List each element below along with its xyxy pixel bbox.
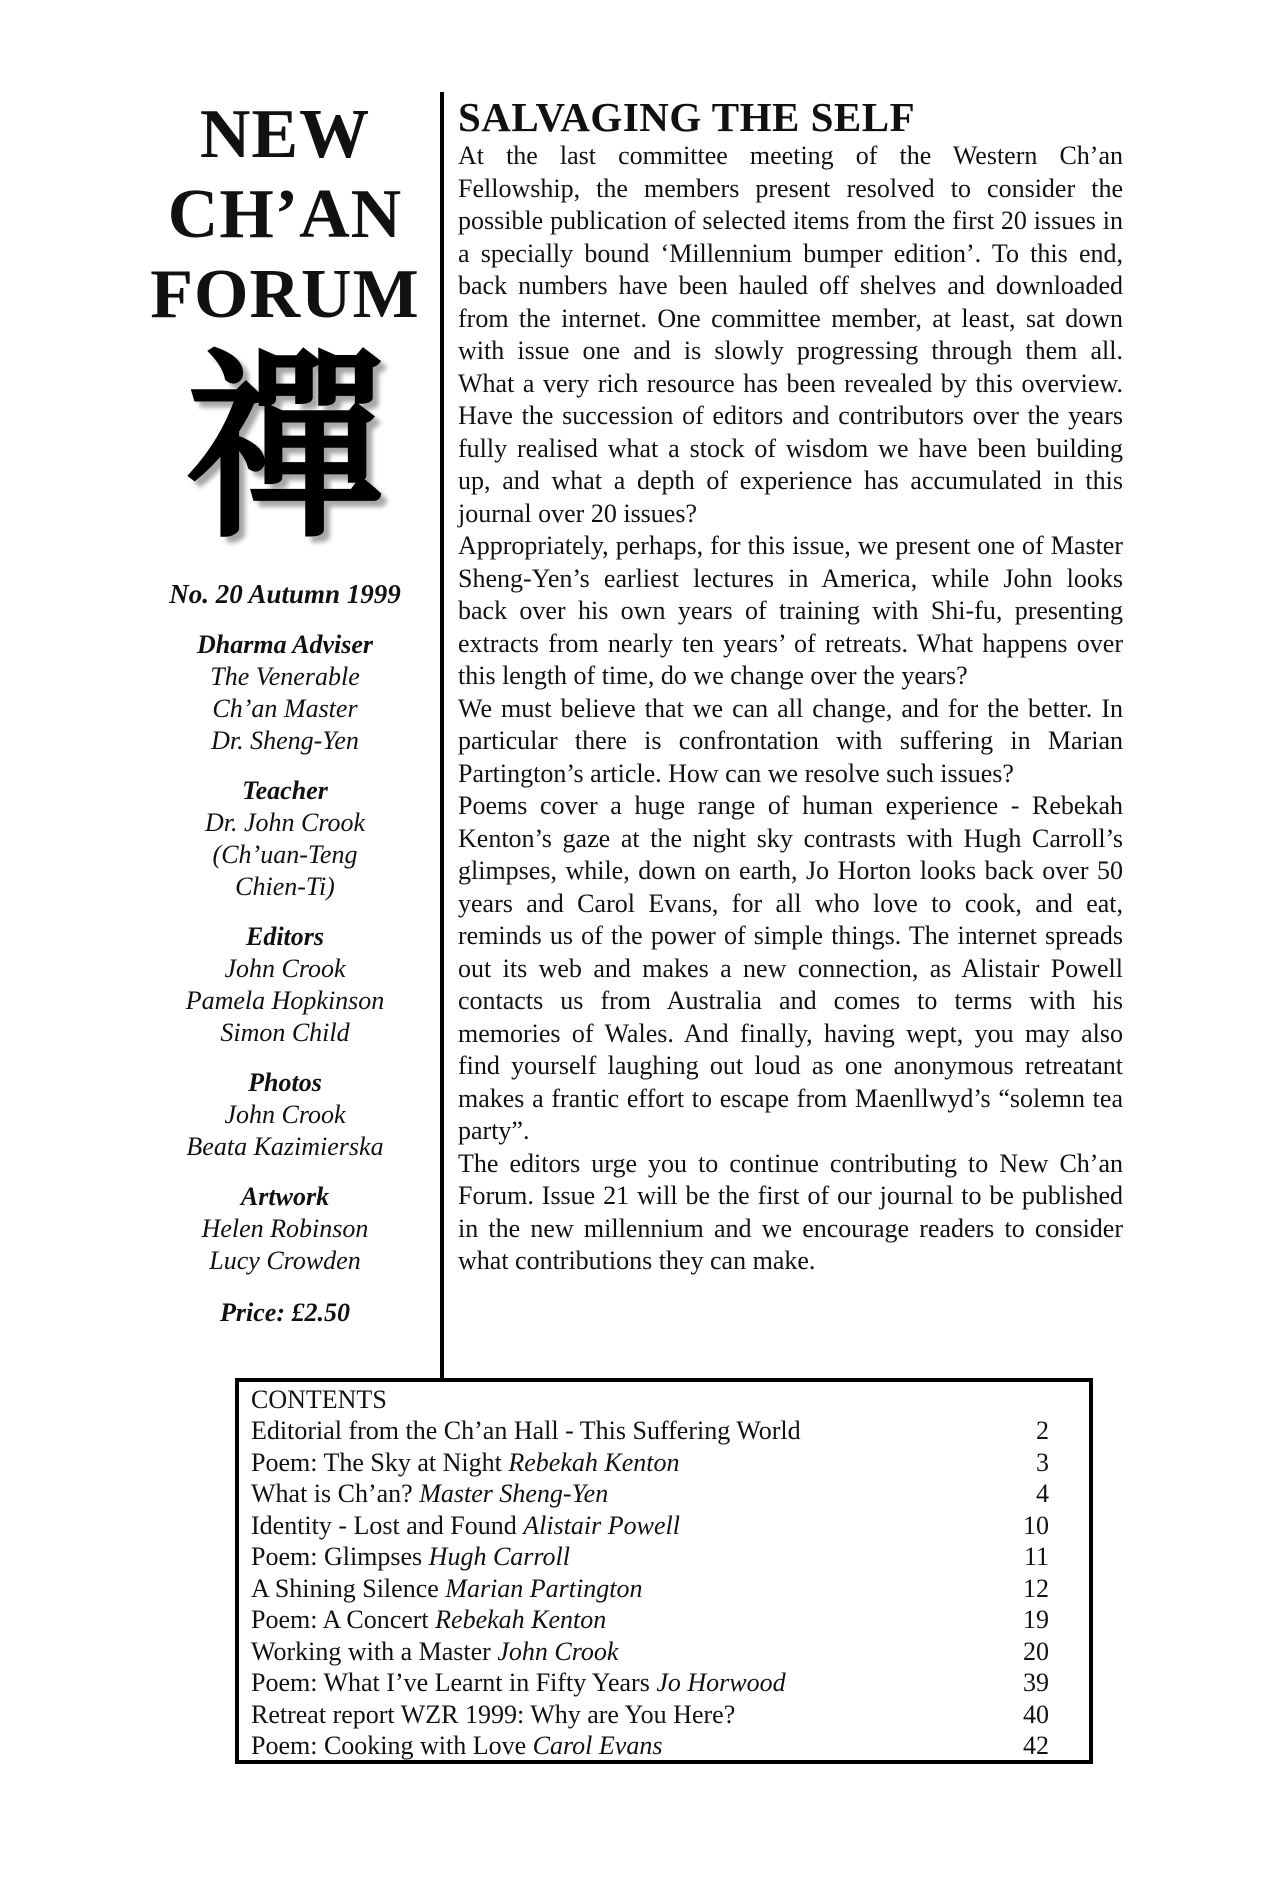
toc-title-group <box>251 1604 606 1636</box>
toc-title-group <box>251 1541 570 1573</box>
credit-name: Dr. Sheng-Yen <box>211 726 359 755</box>
toc-author: Carol Evans <box>532 1731 663 1760</box>
toc-title-group <box>251 1478 608 1510</box>
credit-name: Dr. John Crook <box>204 808 366 837</box>
toc-author: Rebekah Kenton <box>435 1605 607 1634</box>
toc-title: A Shining Silence <box>251 1573 446 1603</box>
toc-title: Poem: The Sky at Night <box>251 1447 509 1477</box>
credit-role: Teacher <box>242 776 328 805</box>
credit-name: John Crook <box>224 1100 346 1129</box>
toc-title-group <box>251 1667 786 1699</box>
contents-heading: CONTENTS <box>251 1385 387 1414</box>
toc-entry <box>251 1510 1049 1542</box>
masthead <box>140 95 430 1329</box>
toc-page-number: 10 <box>1023 1510 1049 1540</box>
toc-author: Rebekah Kenton <box>508 1447 680 1477</box>
credit-dharma-adviser <box>140 629 430 757</box>
toc-entry <box>251 1478 1049 1510</box>
credit-photos <box>140 1067 430 1163</box>
toc-title: Poem: What I’ve Learnt in Fifty Years <box>251 1668 657 1697</box>
toc-title-group <box>251 1730 662 1762</box>
toc-title-group <box>251 1636 618 1668</box>
credit-role: Photos <box>248 1068 322 1097</box>
toc-title: Poem: Cooking with Love <box>251 1731 533 1760</box>
column-divider <box>440 92 444 1382</box>
issue-label: No. 20 Autumn 1999 <box>169 579 401 609</box>
editorial-paragraph: The editors urge you to continue contributing to New Ch’an Forum. Issue 21 will be the first of our journal to be published in the new millennium and we encourage readers to consider what contributions they can make. <box>458 1148 1123 1275</box>
contents-box <box>235 1378 1093 1764</box>
toc-page-number: 4 <box>1036 1479 1049 1508</box>
toc-title-group <box>251 1447 679 1479</box>
toc-title: Identity - Lost and Found <box>251 1510 524 1540</box>
toc-entry <box>251 1415 1049 1447</box>
toc-title-group <box>251 1573 642 1605</box>
toc-author: John Crook <box>497 1636 619 1666</box>
toc-title: Retreat report WZR 1999: Why are You Here? <box>251 1699 736 1729</box>
toc-entry <box>251 1730 1049 1762</box>
toc-title: Poem: Glimpses <box>251 1542 429 1571</box>
editorial-paragraph: Appropriately, perhaps, for this issue, we present one of Master Sheng-Yen’s earliest lectures in America, while John looks back over his own years of training with Shi-fu, presenting extracts from nearly ten years’ of retreats. What happens over this length of time, do we change over the years? <box>458 531 1123 690</box>
toc-entry <box>251 1573 1049 1605</box>
toc-title-group <box>251 1699 735 1731</box>
toc-entry <box>251 1699 1049 1731</box>
credit-name: (Ch’uan-Teng <box>212 840 358 869</box>
toc-entry <box>251 1636 1049 1668</box>
credit-name: Lucy Crowden <box>209 1246 361 1275</box>
credit-name: Beata Kazimierska <box>186 1132 384 1161</box>
toc-title: Editorial from the Ch’an Hall - This Suffering World <box>251 1416 801 1445</box>
editorial-paragraph: At the last committee meeting of the Western Ch’an Fellowship, the members present resolved to consider the possible publication of selected items from the first 20 issues in a specially bound ‘Millennium bumper edition’. To this end, back numbers have been hauled off shelves and downloaded from the internet. One committee member, at least, sat down with issue one and is slowly progressing through them all. What a very rich resource has been revealed by this overview. Have the succession of editors and contributors over the years fully realised what a stock of wisdom we have been building up, and what a depth of experience has accumulated in this journal over 20 issues? <box>458 141 1123 528</box>
toc-page-number: 39 <box>1023 1668 1049 1697</box>
editorial-paragraph: We must believe that we can all change, and for the better. In particular there is confrontation with suffering in Marian Partington’s article. How can we resolve such issues? <box>458 693 1123 788</box>
journal-title-line: FORUM <box>150 256 420 333</box>
credit-teacher <box>140 775 430 903</box>
toc-entry <box>251 1447 1049 1479</box>
toc-entry <box>251 1604 1049 1636</box>
credit-name: The Venerable <box>210 662 360 691</box>
toc-entry <box>251 1667 1049 1699</box>
toc-entry <box>251 1541 1049 1573</box>
credit-name: John Crook <box>224 954 346 983</box>
toc-title: What is Ch’an? <box>251 1479 420 1508</box>
credit-name: Simon Child <box>220 1018 350 1047</box>
credit-name: Chien-Ti) <box>235 872 335 901</box>
toc-title: Poem: A Concert <box>251 1605 436 1634</box>
toc-author: Marian Partington <box>445 1573 643 1603</box>
toc-title: Working with a Master <box>251 1636 498 1666</box>
toc-title-group <box>251 1510 680 1542</box>
price-label: Price: £2.50 <box>220 1298 350 1327</box>
journal-title-line: CH’AN <box>167 176 403 253</box>
toc-page-number: 20 <box>1023 1636 1049 1666</box>
chan-calligraphy-glyph: 禪 <box>184 333 385 566</box>
toc-page-number: 19 <box>1023 1605 1049 1634</box>
editorial-article <box>458 94 1123 1278</box>
credit-role: Editors <box>245 922 325 951</box>
credit-name: Pamela Hopkinson <box>185 986 385 1015</box>
toc-page-number: 11 <box>1023 1542 1049 1571</box>
toc-page-number: 42 <box>1023 1731 1049 1760</box>
toc-page-number: 12 <box>1023 1573 1049 1603</box>
toc-author: Alistair Powell <box>523 1510 680 1540</box>
toc-author: Hugh Carroll <box>428 1542 571 1571</box>
editorial-paragraph: Poems cover a huge range of human experience - Rebekah Kenton’s gaze at the night sky contrasts with Hugh Carroll’s glimpses, while, down on earth, Jo Horton looks back over 50 years and Carol Evans, for all who love to cook, and eat, reminds us of the power of simple things. The internet spreads out its web and makes a new connection, as Alistair Powell contacts us from Australia and comes to terms with his memories of Wales. And finally, having wept, you may also find yourself laughing out loud as one anonymous retreatant makes a frantic effort to escape from Maenllwyd’s “solemn tea party”. <box>458 791 1123 1145</box>
toc-page-number: 40 <box>1023 1699 1049 1729</box>
toc-page-number: 3 <box>1036 1447 1049 1477</box>
credit-role: Dharma Adviser <box>197 630 373 659</box>
credit-name: Helen Robinson <box>201 1214 369 1243</box>
editorial-title: SALVAGING THE SELF <box>458 94 916 140</box>
credit-role: Artwork <box>240 1182 330 1211</box>
toc-page-number: 2 <box>1036 1416 1049 1445</box>
credit-name: Ch’an Master <box>212 694 358 723</box>
toc-author: Jo Horwood <box>656 1668 786 1697</box>
credit-editors <box>140 921 430 1049</box>
journal-title-line: NEW <box>199 96 371 173</box>
toc-title-group <box>251 1415 801 1447</box>
journal-title <box>140 95 430 335</box>
toc-author: Master Sheng-Yen <box>419 1479 609 1508</box>
credit-artwork <box>140 1181 430 1277</box>
